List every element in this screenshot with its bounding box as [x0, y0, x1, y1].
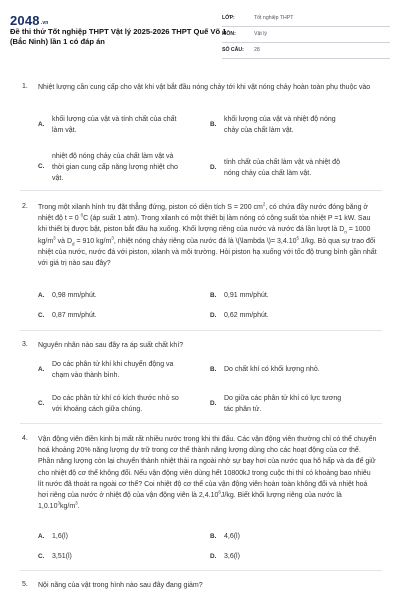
option-text: 0,98 mm/phút.	[52, 292, 97, 299]
option-text: nhiệt độ nóng chảy của chất làm vật và thời gian cung cấp năng lượng nhiệt cho vật.	[52, 153, 178, 182]
option-text: Do giữa các phân tử khí có lực tương tác phân tử.	[224, 395, 342, 413]
option-letter: A.	[38, 533, 45, 540]
question-number: 3.	[22, 341, 28, 348]
document-header	[0, 0, 400, 64]
option-letter: D.	[210, 312, 217, 319]
option-letter: B.	[210, 121, 217, 128]
option-letter: D.	[210, 164, 217, 171]
option-text: 4,6(l)	[224, 533, 240, 540]
text-superscript: 6	[218, 489, 221, 495]
text-segment: J/kg. Bỏ qua sự trao đổi nhiệt của nước, nước đá với piston, xilanh và môi trường. Hỏi piston hạ xuống với tốc độ trung bình gần nhất với giá trị nào sau đây?	[38, 237, 377, 267]
question-number: 5.	[22, 581, 28, 588]
text-segment: và D	[55, 237, 73, 245]
meta-row-class	[222, 11, 390, 27]
text-superscript: 0	[80, 212, 84, 218]
option-text: tính chất của chất làm vật và nhiệt độ nóng chảy của chất làm vật.	[224, 159, 340, 177]
text-segment: = 1000 kg/m	[38, 226, 371, 245]
option-letter: B.	[210, 533, 217, 540]
question-text: Nhiệt lượng cần cung cấp cho vật khi vật bắt đầu nóng chảy tới khi vật nóng chảy hoàn toàn phụ thuộc vào	[38, 84, 371, 91]
exam-meta-table	[222, 11, 390, 59]
option-text: Do các phân tử khí có kích thước nhỏ so với khoảng cách giữa chúng.	[52, 395, 179, 413]
option-text: khối lượng của vật và nhiệt độ nóng chảy của chất làm vật.	[224, 116, 336, 134]
question-number: 1.	[22, 83, 28, 90]
option-letter: A.	[38, 292, 45, 299]
text-superscript: 2	[262, 201, 266, 207]
text-superscript: 3	[111, 235, 114, 241]
meta-value: 28	[254, 46, 260, 53]
option-letter: D.	[210, 400, 217, 407]
question-text: Nội năng của vật trong hình nào sau đây đang giảm?	[38, 582, 203, 589]
text-segment: C (áp suất 1 atm). Trong xilanh có một thiết bị làm nóng có công suất tỏa nhiệt P =1 kW. Sau khi thiết bị được bật, piston bắt đầu hạ xuống. Khối lượng riêng của nước và nước đá lần lượt là D	[38, 215, 371, 234]
option-letter: C.	[38, 163, 45, 170]
text-segment: , có chứa đầy nước đóng băng ở nhiệt độ t = 0	[38, 204, 369, 223]
question-text	[38, 202, 378, 269]
option-letter: A.	[38, 121, 45, 128]
text-superscript: 3	[75, 500, 78, 506]
question-text	[38, 434, 378, 512]
brand-suffix: .vn	[40, 20, 49, 26]
text-segment: = 910 kg/m	[74, 237, 112, 245]
question-text: Nguyên nhân nào sau đây ra áp suất chất khí?	[38, 342, 184, 349]
question-divider	[20, 190, 382, 191]
text-subscript: n	[344, 229, 347, 235]
text-superscript: 3	[53, 235, 56, 241]
text-subscript: d	[72, 240, 75, 246]
option-letter: B.	[210, 366, 217, 373]
meta-row-subject	[222, 27, 390, 43]
question-number: 2.	[22, 203, 28, 210]
option-text: 3,51(l)	[52, 553, 72, 560]
option-text: 3,6(l)	[224, 553, 240, 560]
option-letter: C.	[38, 400, 45, 407]
text-segment: kg/m	[59, 503, 76, 511]
question-divider	[20, 330, 382, 331]
brand-name: 2048	[10, 13, 40, 28]
option-letter: B.	[210, 292, 217, 299]
meta-value: Tốt nghiệp THPT	[254, 14, 294, 21]
text-segment: Vận động viên điền kinh bị mất rất nhiều nước trong khi thi đấu. Các vận động viên thường chỉ có thể chuyển hoá khoảng 20% năng lượng dự trữ trong cơ thể thành năng lượng dùng cho các hoạt động của cơ thể. Phần năng lượng còn lại chuyển thành nhiệt thải ra ngoài nhờ sự bay hơi của nước qua hô hấp và da để giữ cho nhiệt độ cơ thể không đổi. Nếu vận động viên dùng hết 10800kJ trong cuộc thi thì có khoảng bao nhiêu lít nước đã thoát ra ngoài cơ thể? Coi nhiệt độ cơ thể của vận động viên hoàn toàn không đổi và nhiệt hoá hơi riêng của nước ở nhiệt độ của vận động viên là 2,4.10	[38, 436, 377, 499]
text-segment: J/kg. Biết khối lượng riêng của nước là 1,0.10	[38, 491, 342, 511]
option-letter: C.	[38, 553, 45, 560]
text-segment: .	[77, 503, 80, 511]
option-text: 0,91 mm/phút.	[224, 292, 269, 299]
option-text: 0,62 mm/phút.	[224, 312, 269, 319]
option-letter: A.	[38, 366, 45, 373]
option-text: khối lượng của vật và tính chất của chất làm vật.	[52, 116, 177, 134]
meta-key: SỐ CÂU:	[222, 46, 244, 53]
option-text: Do chất khí có khối lượng nhỏ.	[224, 366, 320, 373]
question-divider	[20, 570, 382, 571]
option-letter: D.	[210, 553, 217, 560]
document-title: Đề thi thử Tốt nghiệp THPT Vật lý 2025-2026 THPT Quế Võ 1 (Bắc Ninh) lần 1 có đáp án	[10, 27, 227, 47]
text-superscript: 3	[57, 500, 60, 506]
option-letter: C.	[38, 312, 45, 319]
meta-row-question-count	[222, 43, 390, 59]
option-text: 0,87 mm/phút.	[52, 312, 97, 319]
option-text: 1,6(l)	[52, 533, 68, 540]
question-divider	[20, 423, 382, 424]
meta-key: MÔN:	[222, 30, 236, 37]
meta-value: Vật lý	[254, 30, 267, 37]
text-superscript: 5	[296, 235, 299, 241]
option-text: Do các phân tử khí khi chuyển động va chạm vào thành bình.	[52, 361, 174, 379]
meta-key: LỚP:	[222, 14, 235, 21]
text-segment: Trong một xilanh hình trụ đặt thẳng đứng, piston có diện tích S = 200 cm	[38, 204, 263, 211]
question-number: 4.	[22, 435, 28, 442]
text-segment: , nhiệt nóng chảy riêng của nước đá là \(\lambda \)= 3,4.10	[113, 237, 297, 245]
